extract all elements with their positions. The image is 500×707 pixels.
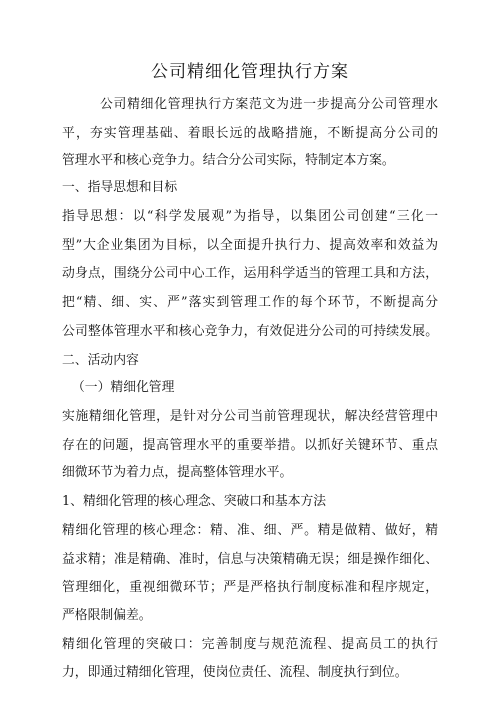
body-line: （一）精细化管理 (72, 380, 175, 395)
body-line: 精细化管理的突破口：完善制度与规范流程、提高员工的执行 (62, 637, 438, 652)
body-line: 1、精细化管理的核心理念、突破口和基本方法 (62, 494, 327, 509)
body-line: 管理水平和核心竞争力。结合分公司实际，特制定本方案。 (62, 153, 395, 168)
body-line: 一、指导思想和目标 (62, 180, 178, 195)
body-line: 存在的问题，提高管理水平的重要举措。以抓好关键环节、重点 (62, 438, 438, 453)
body-line: 平，夯实管理基础、着眼长远的战略措施，不断提高分公司的 (62, 126, 438, 141)
body-line: 公司精细化管理执行方案范文为进一步提高分公司管理水 (100, 97, 438, 112)
body-line: 细微环节为着力点，提高整体管理水平。 (62, 465, 293, 480)
body-line: 公司整体管理水平和核心竞争力，有效促进分公司的可持续发展。 (62, 324, 438, 339)
body-line: 力，即通过精细化管理，使岗位责任、流程、制度执行到位。 (62, 665, 408, 680)
body-line: 指导思想：以“科学发展观”为指导，以集团公司创建“三化一 (62, 209, 438, 224)
body-line: 型”大企业集团为目标，以全面提升执行力、提高效率和效益为 (62, 238, 438, 253)
body-line: 二、活动内容 (62, 353, 139, 368)
body-line: 严格限制偏差。 (62, 608, 152, 623)
body-line: 益求精；准是精确、准时，信息与决策精确无误；细是操作细化、 (62, 552, 438, 567)
document-title: 公司精细化管理执行方案 (151, 62, 349, 82)
body-line: 动身点，围绕分公司中心工作，运用科学适当的管理工具和方法， (62, 266, 438, 281)
body-line: 实施精细化管理，是针对分公司当前管理现状，解决经营管理中 (62, 409, 438, 424)
body-line: 精细化管理的核心理念：精、准、细、严。精是做精、做好，精 (62, 523, 438, 538)
body-line: 把“精、细、实、严”落实到管理工作的每个环节，不断提高分 (62, 295, 438, 310)
body-line: 管理细化，重视细微环节；严是严格执行制度标准和程序规定， (62, 580, 438, 595)
